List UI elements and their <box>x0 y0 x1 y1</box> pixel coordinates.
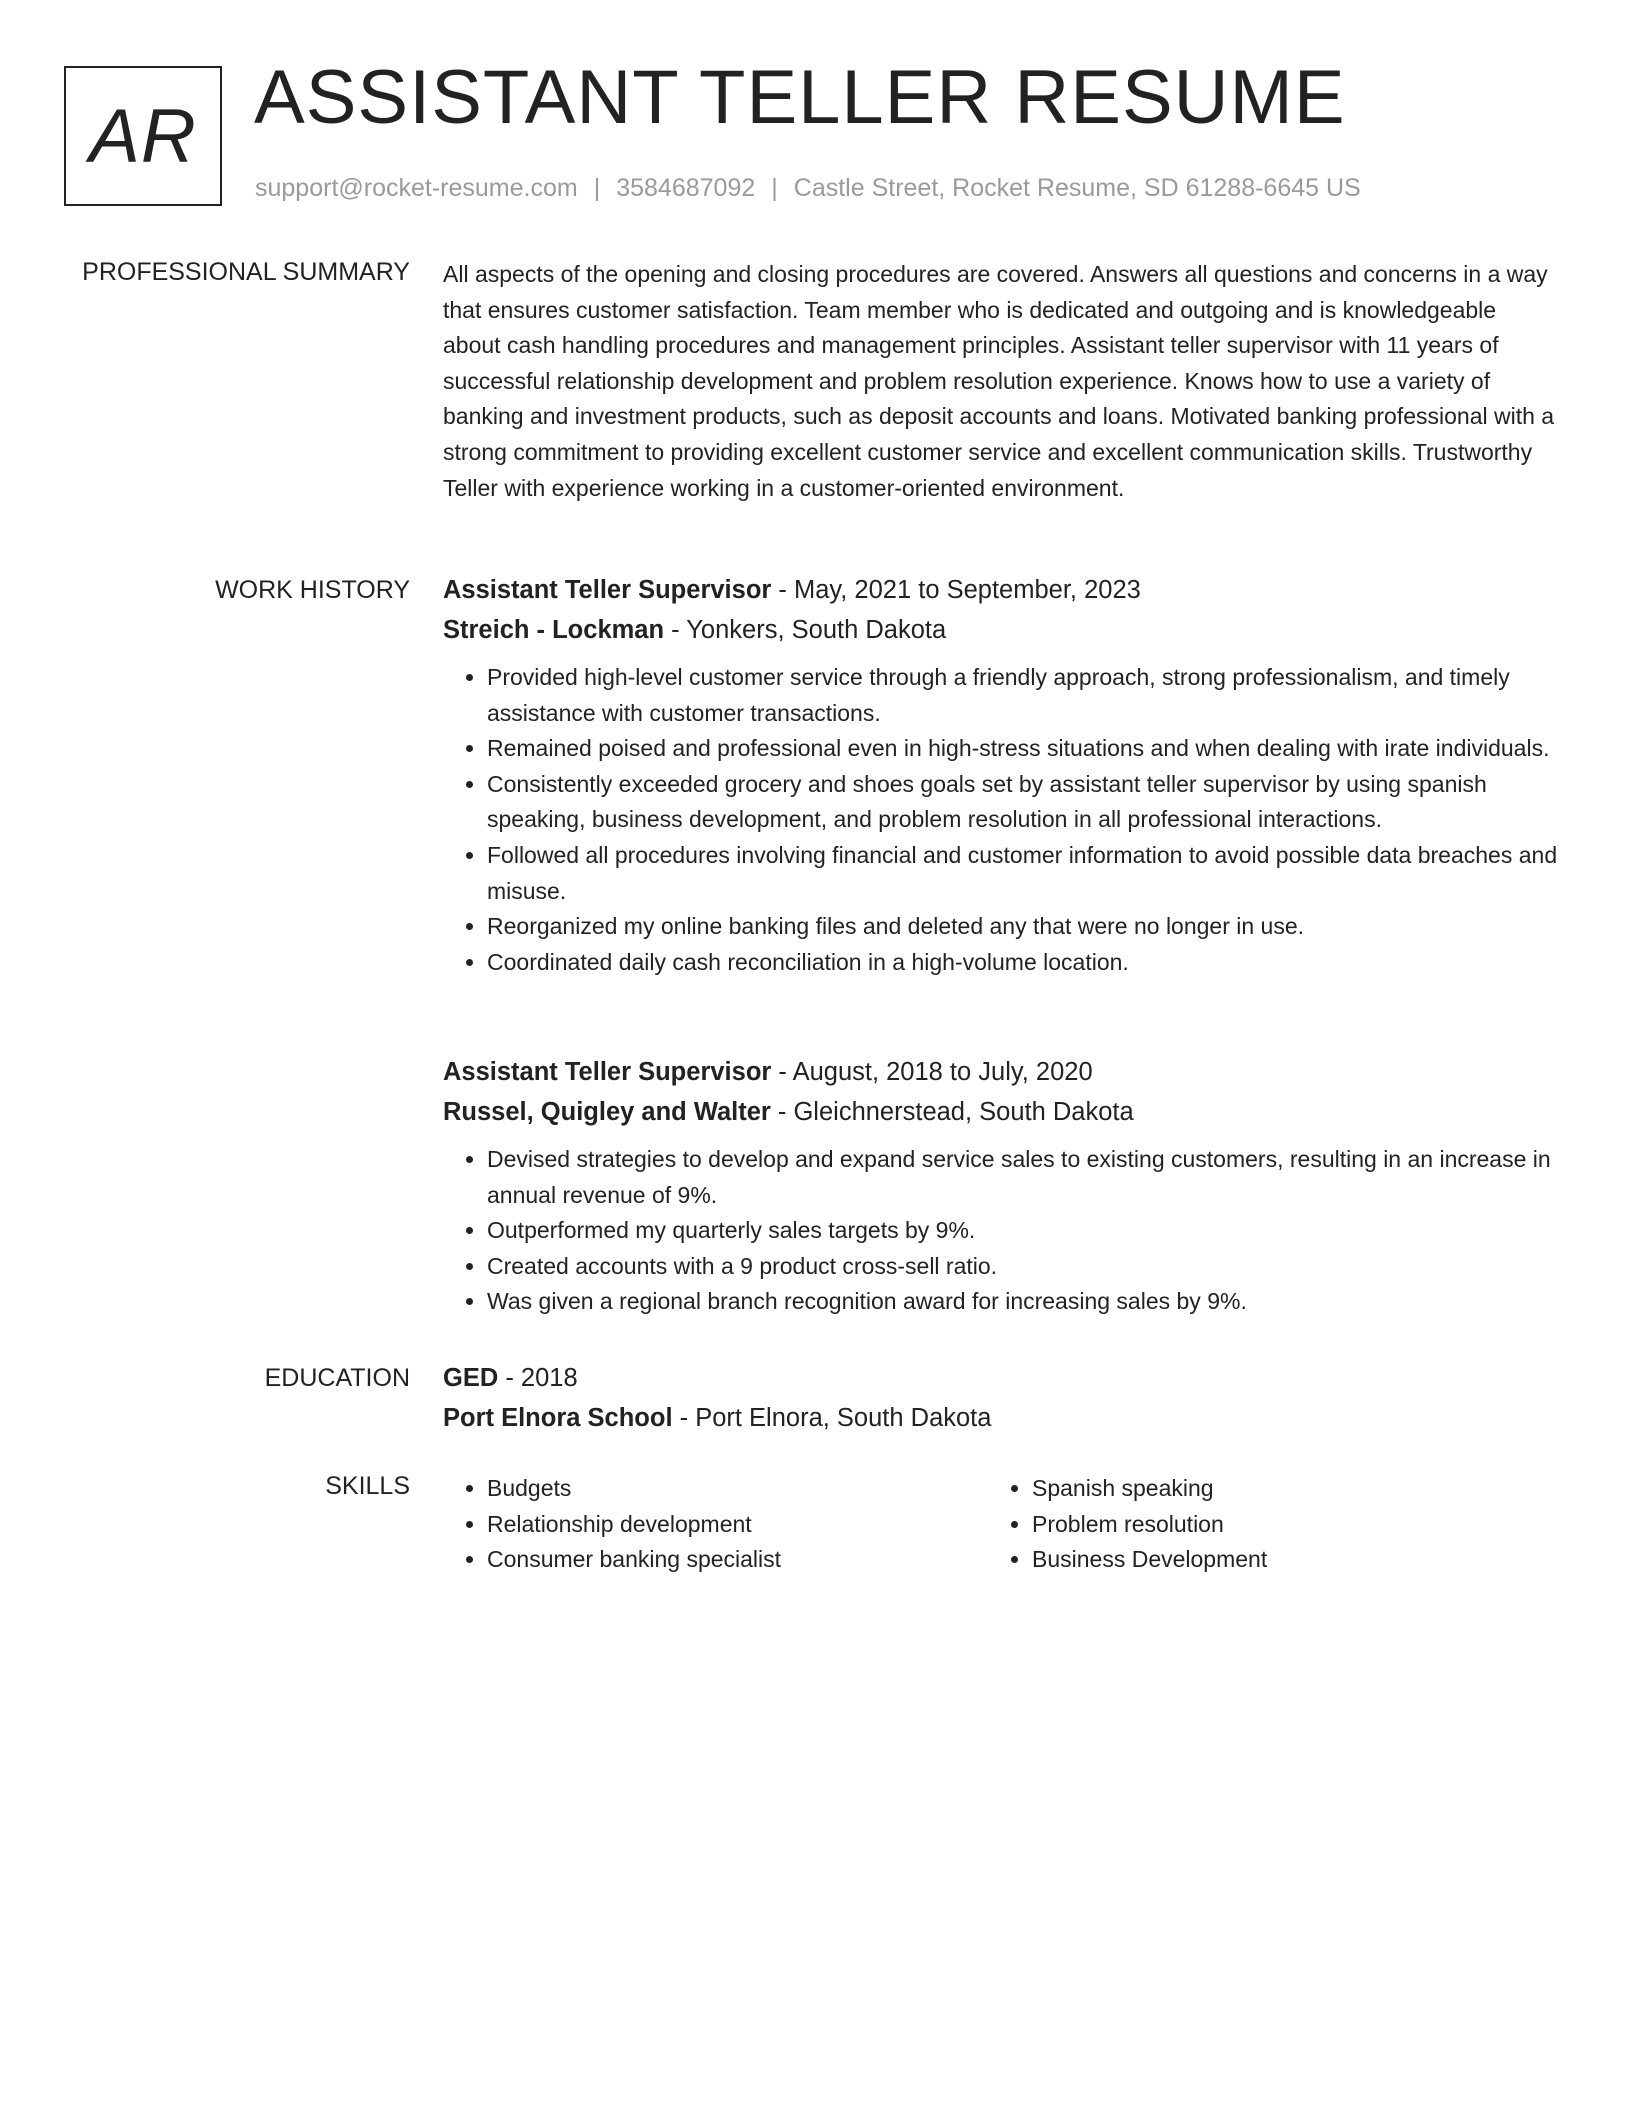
summary-paragraph: All aspects of the opening and closing procedures are covered. Answers all questions and concerns in a way that ensures customer satisfaction. Team member who is dedicated and outgoing and is knowledgeable about cash handling procedures and management principles. Assistant teller supervisor with 11 years of successful relationship development and problem resolution experience. Knows how to use a variety of banking and investment products, such as deposit accounts and loans. Motivated banking professional with a strong commitment to providing excellent customer service and excellent communication skills. Trustworthy Teller with experience working in a customer-oriented environment. <box>443 261 1555 501</box>
summary-heading: PROFESSIONAL SUMMARY <box>82 258 410 286</box>
job-company: Russel, Quigley and Walter <box>443 1098 771 1126</box>
skills-column-right <box>988 1471 1533 1578</box>
job-bullet: • Was given a regional branch recognition award for increasing sales by 9%. <box>487 1284 1558 1320</box>
contact-phone[interactable]: 3584687092 <box>616 174 756 202</box>
job-bullet: • Coordinated daily cash reconciliation in a high-volume location. <box>487 945 1558 981</box>
school-name: Port Elnora School <box>443 1404 673 1432</box>
job-bullets <box>443 1142 1558 1320</box>
resume-title: ASSISTANT TELLER RESUME <box>254 55 1346 140</box>
job-title-line <box>443 570 1558 610</box>
contact-address: Castle Street, Rocket Resume, SD 61288-6645 US <box>793 174 1361 202</box>
degree-line <box>443 1358 1558 1398</box>
school-location: - Port Elnora, South Dakota <box>672 1404 992 1432</box>
monogram-initials: AR <box>89 93 197 179</box>
contact-email[interactable]: support@rocket-resume.com <box>255 174 578 202</box>
job-entry <box>443 1052 1558 1320</box>
job-company-line <box>443 610 1558 650</box>
job-title: Assistant Teller Supervisor <box>443 576 772 604</box>
job-title-line <box>443 1052 1558 1092</box>
education-heading: EDUCATION <box>264 1364 410 1392</box>
skill-item: • Budgets <box>487 1471 988 1507</box>
job-bullet: • Remained poised and professional even in high-stress situations and when dealing with irate individuals. <box>487 731 1558 767</box>
job-bullet: • Reorganized my online banking files and deleted any that were no longer in use. <box>487 909 1558 945</box>
school-line <box>443 1398 1558 1438</box>
job-company-line <box>443 1092 1558 1132</box>
job-bullet: • Created accounts with a 9 product cross-sell ratio. <box>487 1249 1558 1285</box>
job-dates: - May, 2021 to September, 2023 <box>771 576 1141 604</box>
skill-item: • Relationship development <box>487 1507 988 1543</box>
skill-item: • Consumer banking specialist <box>487 1542 988 1578</box>
degree-year: - 2018 <box>498 1364 578 1392</box>
job-location: - Gleichnerstead, South Dakota <box>770 1098 1134 1126</box>
job-bullet: • Outperformed my quarterly sales targets by 9%. <box>487 1213 1558 1249</box>
job-bullet: • Consistently exceeded grocery and shoes goals set by assistant teller supervisor by using spanish speaking, business development, and problem resolution in all professional interactions. <box>487 767 1558 838</box>
job-location: - Yonkers, South Dakota <box>664 616 947 644</box>
job-dates: - August, 2018 to July, 2020 <box>771 1058 1093 1086</box>
skill-item: • Problem resolution <box>1032 1507 1533 1543</box>
contact-separator: | <box>771 174 778 202</box>
contact-line <box>255 174 1361 203</box>
job-bullet: • Provided high-level customer service through a friendly approach, strong professionalism, and timely assistance with customer transactions. <box>487 660 1558 731</box>
monogram-box <box>64 66 222 206</box>
job-title: Assistant Teller Supervisor <box>443 1058 772 1086</box>
skills-heading: SKILLS <box>325 1472 410 1500</box>
job-company: Streich - Lockman <box>443 616 665 644</box>
contact-separator: | <box>593 174 601 202</box>
work-history-heading: WORK HISTORY <box>215 576 410 604</box>
skills-column-left <box>443 1471 988 1578</box>
job-bullets <box>443 660 1558 980</box>
job-bullet: • Devised strategies to develop and expand service sales to existing customers, resulting in an increase in annual revenue of 9%. <box>487 1142 1558 1213</box>
job-bullet: • Followed all procedures involving financial and customer information to avoid possible data breaches and misuse. <box>487 838 1558 909</box>
skill-item: • Business Development <box>1032 1542 1533 1578</box>
degree: GED <box>443 1364 499 1392</box>
skills-grid <box>443 1471 1558 1578</box>
job-entry <box>443 570 1558 980</box>
skill-item: • Spanish speaking <box>1032 1471 1533 1507</box>
